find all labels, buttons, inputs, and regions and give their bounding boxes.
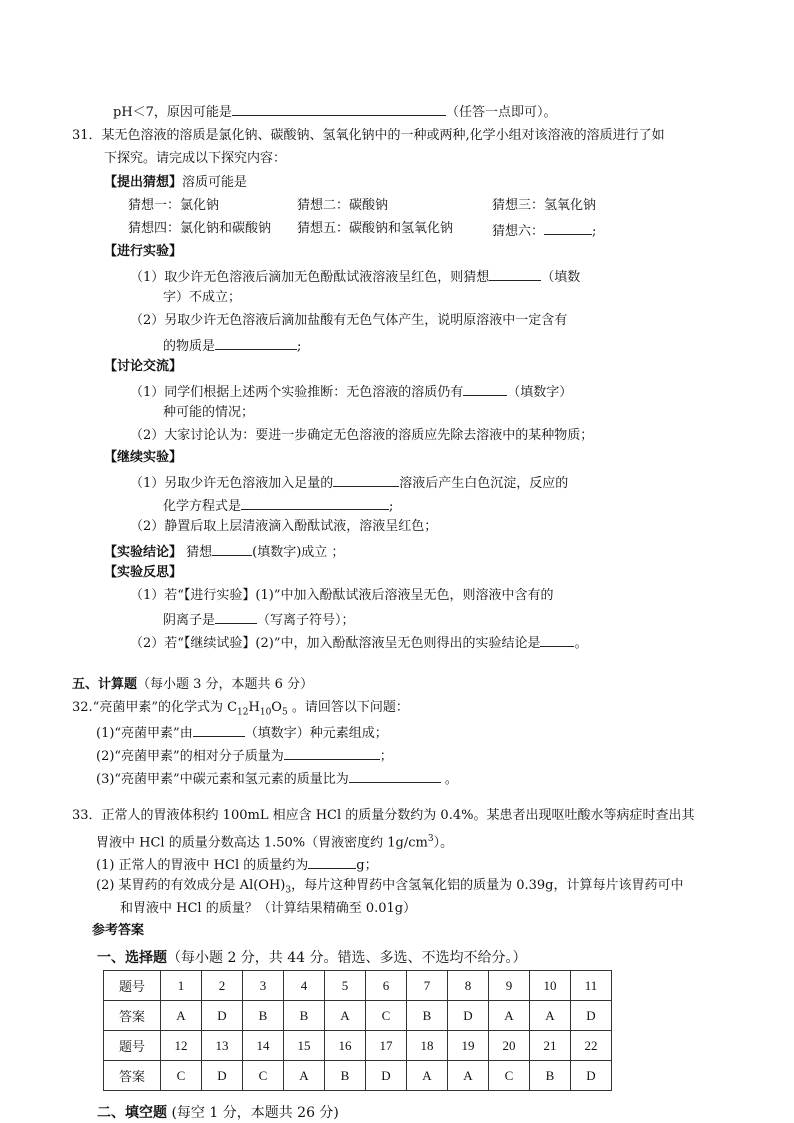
answer-cell: A <box>325 1001 366 1031</box>
row-label: 题号 <box>104 1031 161 1061</box>
answer-cell: D <box>202 1061 243 1091</box>
answer-blank[interactable] <box>215 335 297 350</box>
answer-blank[interactable] <box>333 472 399 487</box>
row-label: 题号 <box>104 971 161 1001</box>
q31-stem-1: 31．某无色溶液的溶质是氯化钠、碳酸钠、氢氧化钠中的一种或两种,化学小组对该溶液的溶质进行了如 <box>72 128 665 143</box>
answer-blank[interactable] <box>308 854 356 869</box>
question-number: 21 <box>530 1031 571 1061</box>
question-number: 12 <box>161 1031 202 1061</box>
answer-blank[interactable] <box>463 381 507 396</box>
answer-cell: D <box>202 1001 243 1031</box>
guess-2: 猜想二：碳酸钠 <box>297 198 389 213</box>
question-number: 7 <box>407 971 448 1001</box>
answer-cell: A <box>407 1061 448 1091</box>
table-row <box>104 1061 612 1091</box>
table-row <box>104 971 612 1001</box>
answer-cell: C <box>243 1061 284 1091</box>
refl-1-cont: 阴离子是 （写离子符号）； <box>163 609 355 630</box>
question-number: 14 <box>243 1031 284 1061</box>
q31-stem-2: 下探究。请完成以下探究内容： <box>104 151 287 166</box>
question-number: 15 <box>284 1031 325 1061</box>
answer-cell: B <box>407 1001 448 1031</box>
question-number: 19 <box>448 1031 489 1061</box>
cont-2: （2）静置后取上层清液滴入酚酞试液，溶液呈红色； <box>130 519 438 534</box>
experiment-heading: 【进行实验】 <box>104 244 183 259</box>
answer-blank[interactable] <box>241 495 389 510</box>
guess-4: 猜想四：氯化钠和碳酸钠 <box>128 221 272 236</box>
disc-1: （1）同学们根据上述两个实验推断：无色溶液的溶质仍有 （填数字） <box>130 381 572 402</box>
question-number: 2 <box>202 971 243 1001</box>
guess-5: 猜想五：碳酸钠和氢氧化钠 <box>297 221 454 236</box>
answer-cell: D <box>448 1001 489 1031</box>
guess-3: 猜想三：氢氧化钠 <box>492 198 597 213</box>
exp-2-cont: 的物质是 ; <box>163 335 301 356</box>
answer-cell: D <box>366 1061 407 1091</box>
cont-1-cont: 化学方程式是 ; <box>163 495 393 516</box>
answer-blank[interactable] <box>193 722 245 737</box>
q33-stem-1: 33．正常人的胃液体积约 100mL 相应含 HCl 的质量分数约为 0.4%。某患者出现呕吐酸水等病症时查出其 <box>72 808 695 823</box>
question-number: 9 <box>489 971 530 1001</box>
question-number: 13 <box>202 1031 243 1061</box>
question-number: 10 <box>530 971 571 1001</box>
answer-cell: A <box>489 1001 530 1031</box>
answer-cell: C <box>489 1061 530 1091</box>
q32-part-2: (2)“亮菌甲素”的相对分子质量为 ； <box>96 745 393 766</box>
answer-blank[interactable] <box>540 632 574 647</box>
q32-part-1: (1)“亮菌甲素”由 （填数字）种元素组成； <box>96 722 388 743</box>
answer-cell: A <box>530 1001 571 1031</box>
table-row <box>104 1031 612 1061</box>
answer-cell: B <box>325 1061 366 1091</box>
guess-1: 猜想一：氯化钠 <box>128 198 220 213</box>
answer-cell: D <box>571 1001 612 1031</box>
answer-blank[interactable] <box>232 101 446 116</box>
answer-blank[interactable] <box>489 266 541 281</box>
question-number: 20 <box>489 1031 530 1061</box>
section-5-title: 五、计算题（每小题 3 分，本题共 6 分） <box>72 677 314 692</box>
answer-blank[interactable] <box>212 541 252 556</box>
question-number: 1 <box>161 971 202 1001</box>
answers-section-2-title: 二、填空题 (每空 1 分，本题共 26 分) <box>97 1105 339 1121</box>
q32-part-3: (3)“亮菌甲素”中碳元素和氢元素的质量比为 。 <box>96 768 458 789</box>
reflection-heading: 【实验反思】 <box>104 565 183 580</box>
exp-1-cont: 字）不成立； <box>163 290 242 305</box>
guess-6: 猜想六： ; <box>492 220 596 241</box>
answer-cell: A <box>284 1061 325 1091</box>
answer-cell: A <box>448 1061 489 1091</box>
exp-2: （2）另取少许无色溶液后滴加盐酸有无色气体产生，说明原溶液中一定含有 <box>130 313 568 328</box>
discussion-heading: 【讨论交流】 <box>104 359 183 374</box>
q32-stem: 32.“亮菌甲素”的化学式为 $C_{12}H_{10}O_5$ 。请回答以下问题： <box>72 700 409 718</box>
cont-1: （1）另取少许无色溶液加入足量的 溶液后产生白色沉淀，反应的 <box>130 472 568 493</box>
answer-blank[interactable] <box>215 609 257 624</box>
q33-part-2-cont: 和胃液中 HCl 的质量？（计算结果精确至 0.01g） <box>120 901 417 916</box>
disc-1-cont: 种可能的情况； <box>163 405 255 420</box>
question-number: 16 <box>325 1031 366 1061</box>
ph-line: pH＜7，原因可能是 （任答一点即可）。 <box>113 101 556 122</box>
answer-table <box>103 970 612 1091</box>
answer-cell: C <box>366 1001 407 1031</box>
answer-cell: B <box>530 1061 571 1091</box>
question-number: 3 <box>243 971 284 1001</box>
q33-part-2: (2) 某胃药的有效成分是 $Al(OH)_3$，每片这种胃药中含氢氧化铝的质量为 0.39g，计算每片该胃药可中 <box>96 878 684 896</box>
refl-1: （1）若“【进行实验】(1)”中加入酚酞试液后溶液呈无色，则溶液中含有的 <box>130 588 554 603</box>
table-row <box>104 1001 612 1031</box>
answer-cell: A <box>161 1001 202 1031</box>
disc-2: （2）大家讨论认为：要进一步确定无色溶液的溶质应先除去溶液中的某种物质； <box>130 428 594 443</box>
answer-blank[interactable] <box>544 220 592 235</box>
hypothesis-heading: 【提出猜想】溶质可能是 <box>104 175 248 190</box>
question-number: 4 <box>284 971 325 1001</box>
question-number: 17 <box>366 1031 407 1061</box>
q33-stem-2: 胃液中 HCl 的质量分数高达 1.50%（胃液密度约 $1g/cm^3$）。 <box>96 834 454 851</box>
answer-blank[interactable] <box>284 745 380 760</box>
answers-title: 参考答案 <box>92 923 145 938</box>
row-label: 答案 <box>104 1061 161 1091</box>
question-number: 22 <box>571 1031 612 1061</box>
refl-2: （2）若“【继续试验】(2)”中，加入酚酞溶液呈无色则得出的实验结论是 。 <box>130 632 588 653</box>
row-label: 答案 <box>104 1001 161 1031</box>
answer-cell: B <box>243 1001 284 1031</box>
question-number: 18 <box>407 1031 448 1061</box>
answer-cell: D <box>571 1061 612 1091</box>
exp-1: （1）取少许无色溶液后滴加无色酚酞试液溶液呈红色，则猜想 （填数 <box>130 266 580 287</box>
question-number: 6 <box>366 971 407 1001</box>
continue-heading: 【继续实验】 <box>104 450 183 465</box>
question-number: 11 <box>571 971 612 1001</box>
answers-section-1-title: 一、选择题（每小题 2 分，共 44 分。错选、多选、不选均不给分。） <box>97 950 527 966</box>
conclusion: 【实验结论】 猜想 (填数字)成立 ； <box>104 541 344 562</box>
answer-blank[interactable] <box>349 768 441 783</box>
q33-part-1: (1) 正常人的胃液中 HCl 的质量约为 g； <box>96 854 378 875</box>
question-number: 5 <box>325 971 366 1001</box>
answer-cell: B <box>284 1001 325 1031</box>
answer-cell: C <box>161 1061 202 1091</box>
question-number: 8 <box>448 971 489 1001</box>
